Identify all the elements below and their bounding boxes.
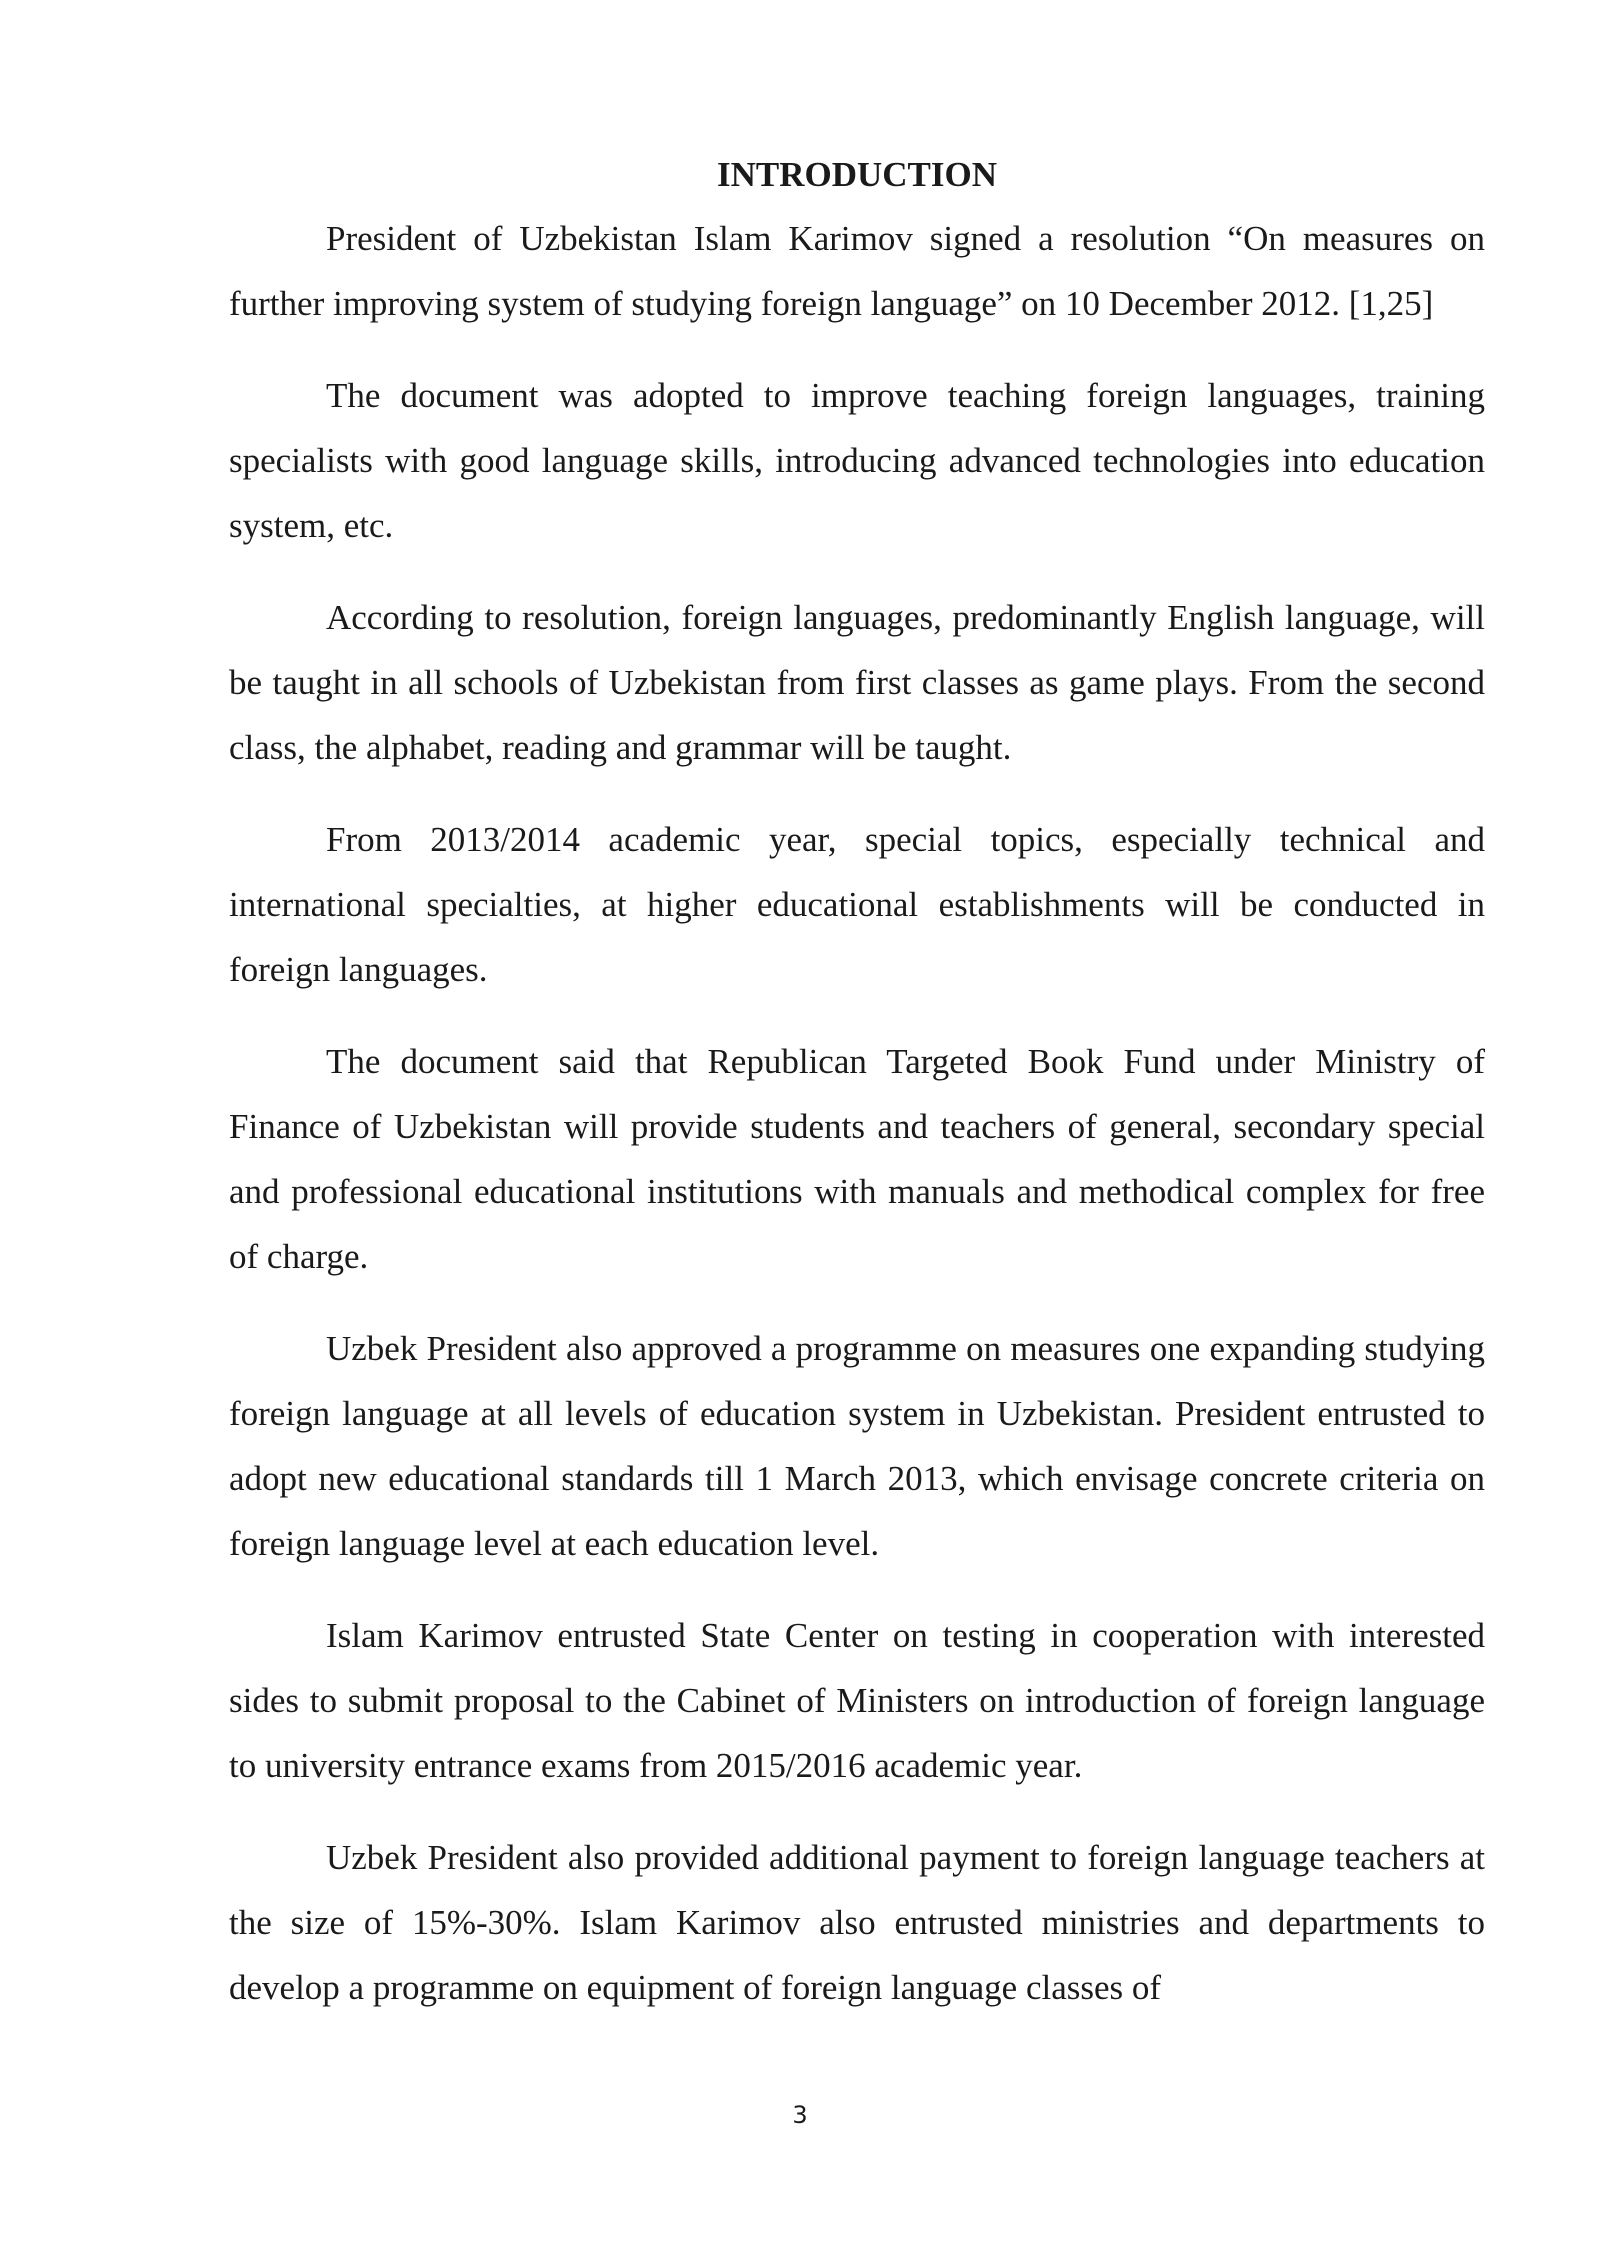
paragraph-4: From 2013/2014 academic year, special topics, especially technical and international specialties, at higher educational establishments will be conducted in foreign languages. xyxy=(229,820,1485,989)
paragraph-3: According to resolution, foreign languages, predominantly English language, will be taught in all schools of Uzbekistan from first classes as game plays. From the second class, the alphabet, reading and grammar will be taught. xyxy=(229,598,1485,767)
paragraph-8: Uzbek President also provided additional payment to foreign language teachers at the size of 15%-30%. Islam Karimov also entrusted ministries and departments to develop a programme on equipment of foreign language classes of xyxy=(229,1838,1485,2007)
page-content xyxy=(229,150,1485,2047)
paragraph-2: The document was adopted to improve teaching foreign languages, training specialists with good language skills, introducing advanced technologies into education system, etc. xyxy=(229,376,1485,545)
page-number: 3 xyxy=(792,2101,808,2129)
paragraph-7: Islam Karimov entrusted State Center on testing in cooperation with interested sides to submit proposal to the Cabinet of Ministers on introduction of foreign language to university entrance exams from 2015/2016 academic year. xyxy=(229,1616,1485,1785)
section-heading: INTRODUCTION xyxy=(716,155,998,194)
paragraph-1: President of Uzbekistan Islam Karimov signed a resolution “On measures on further improving system of studying foreign language” on 10 December 2012. [1,25] xyxy=(229,219,1485,323)
paragraph-6: Uzbek President also approved a programme on measures one expanding studying foreign language at all levels of education system in Uzbekistan. President entrusted to adopt new educational standards till 1 March 2013, which envisage concrete criteria on foreign language level at each education level. xyxy=(229,1329,1485,1563)
paragraph-5: The document said that Republican Targeted Book Fund under Ministry of Finance of Uzbekistan will provide students and teachers of general, secondary special and professional educational institutions with manuals and methodical complex for free of charge. xyxy=(229,1042,1485,1276)
